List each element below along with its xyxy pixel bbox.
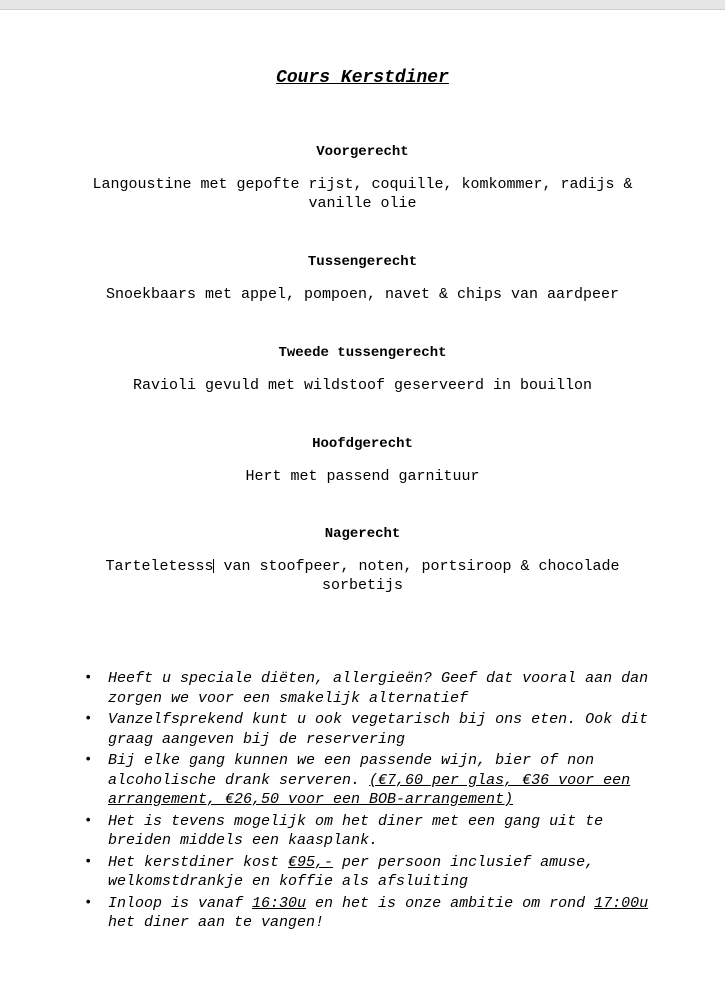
note-text: Vanzelfsprekend kunt u ook vegetarisch bij ons eten. Ook dit graag aangeven bij de reservering — [108, 711, 649, 748]
note-text: het diner aan te vangen! — [108, 914, 325, 931]
course-tussengerecht — [60, 253, 665, 304]
course-description-line: sorbetijs — [321, 577, 403, 594]
course-description-line: vanille olie — [308, 195, 417, 212]
bullet-icon: • — [84, 670, 93, 686]
desc-part: Tarteletesss — [105, 558, 214, 575]
note-price-info: (€7,60 per glas, €36 voor een arrangement, €26,50 voor een BOB-arrangement) — [108, 771, 631, 808]
bullet-icon: • — [84, 752, 93, 768]
note-time-start: 16:30u — [252, 894, 307, 912]
note-text: Het is tevens mogelijk om het diner met een gang uit te breiden middels een kaasplank. — [108, 812, 604, 849]
course-description-line: Snoekbaars met appel, pompoen, navet & chips van aardpeer — [105, 286, 620, 303]
note-text: Bij elke gang kunnen we een passende wijn, bier of non alcoholische drank serveren. — [108, 752, 595, 789]
course-description-line — [60, 557, 665, 576]
list-item — [80, 710, 660, 749]
menu-title: Cours Kerstdiner — [276, 68, 449, 88]
bullet-icon: • — [84, 853, 93, 870]
list-item — [80, 669, 660, 708]
desc-part: van stoofpeer, noten, portsiroop & chocolade — [214, 558, 620, 575]
course-name: Tweede tussengerecht — [278, 345, 447, 361]
note-text: per persoon inclusief amuse, welkomstdrankje en koffie als afsluiting — [108, 853, 595, 890]
note-time-dinner: 17:00u — [594, 894, 649, 912]
list-item — [80, 751, 660, 810]
course-name: Nagerecht — [324, 526, 401, 542]
course-name: Hoofdgerecht — [312, 436, 413, 452]
course-tweede-tussengerecht — [60, 344, 665, 395]
note-price: €95,- — [288, 853, 334, 871]
bullet-icon: • — [84, 894, 93, 911]
list-item — [80, 894, 660, 933]
bullet-icon: • — [84, 711, 93, 727]
window-top-bar — [0, 0, 725, 10]
course-nagerecht — [60, 525, 665, 595]
course-name: Voorgerecht — [316, 144, 409, 160]
notes-list — [80, 669, 660, 935]
course-voorgerecht — [60, 143, 665, 213]
document-page[interactable] — [0, 10, 725, 1003]
note-text: en het is onze ambitie om rond — [306, 894, 595, 912]
note-text: Het kerstdiner kost — [108, 853, 289, 871]
course-description-line: Hert met passend garnituur — [245, 468, 480, 485]
list-item — [80, 853, 660, 892]
course-hoofdgerecht — [60, 435, 665, 486]
note-text: Inloop is vanaf — [108, 894, 253, 912]
list-item — [80, 812, 660, 851]
course-description-line: Langoustine met gepofte rijst, coquille, komkommer, radijs & — [92, 176, 633, 193]
note-text: Heeft u speciale diëten, allergieën? Geef dat vooral aan dan zorgen we voor een smakelijk alternatief — [108, 670, 649, 707]
course-name: Tussengerecht — [307, 254, 418, 270]
bullet-icon: • — [84, 812, 93, 829]
course-description-line: Ravioli gevuld met wildstoof geserveerd in bouillon — [132, 377, 593, 394]
